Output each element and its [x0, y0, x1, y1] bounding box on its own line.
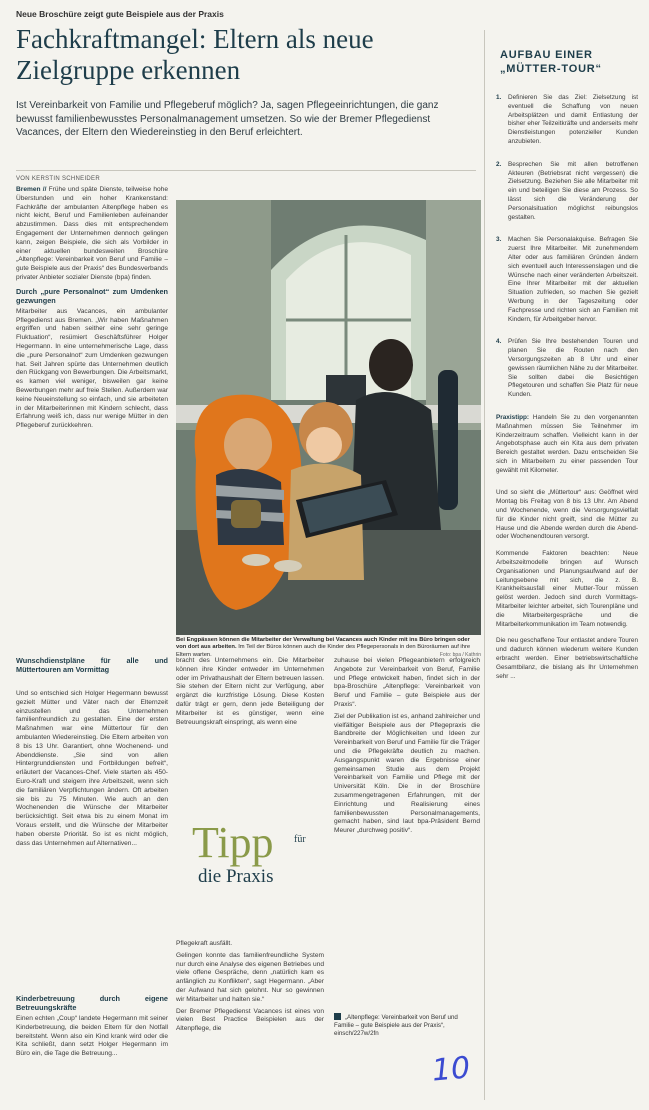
- reference-text: „Altenpflege: Vereinbarkeit von Beruf und Familie – gute Beispiele aus der Praxis“, einsch/227w/2fn: [334, 1014, 458, 1037]
- praxistipp-lead: Praxistipp:: [496, 413, 530, 421]
- photo-caption: [176, 637, 481, 659]
- list-text: Prüfen Sie Ihre bestehenden Touren und planen Sie die Routen nach den Versorgungszeiten ab 8 Uhr und einer gewissen räumlichen Nähe zu der Mitarbeiter. Sie sollten dabei die Besichtigen Pflegetouren und schaffen Sie Platz für neue Kunden.: [508, 338, 638, 399]
- handwritten-page-number: 10: [430, 1050, 472, 1089]
- teaser-divider: [16, 170, 476, 171]
- list-text: Definieren Sie das Ziel: Zielsetzung ist eventuell die Schaffung von neuen Arbeitsplätzen und damit Entlastung der bisher eher Teilzeitkräfte und anderseits mehr Dienstleistungen potenzieller Kunden anzubieten.: [508, 94, 638, 145]
- sidebar-divider: [484, 30, 485, 1100]
- article-column-3: [334, 657, 480, 1007]
- sidebar-praxistipp: [496, 414, 638, 476]
- article-column-1: [16, 186, 168, 651]
- article-photo: [176, 200, 481, 635]
- sidebar-list: [496, 94, 638, 681]
- column-3-paragraph-1: zuhause bei vielen Pflegeanbietern erfolgreich Angebote zur Vereinbarkeit von Beruf, Familie und Pflege entwickelt haben, findet sich in der bpa-Broschüre „Altenpflege: Vereinbarkeit von Beruf und Familie – gute Beispiele aus der Praxis“.: [334, 657, 480, 708]
- dateline: Bremen //: [16, 186, 47, 193]
- column-1-paragraph-2: Mitarbeiter aus Vacances, ein ambulanter Pflegedienst aus Bremen. „Wir haben Maßnahmen ergriffen und haben seither eine sehr geringe Fluktuation“, resümiert Geschäftsführer Holger Hegermann. In eine unternehmerische Lage, dass die „pure Personalnot“ zum Umdenken gezwungen hat. Seit Jahren spürte das Unternehmen deutlich den Rückgang von Bewerbungen. Die Arbeitsmarkt, es kamen viel weniger, bisweilen gar keine Bewerbungen mehr auf freie Stellen. Außerdem war keine Neueinstellung so einfach, und sie arbeiteten in der Mitarbeiterinnen mit Kindern schlecht, dass Erfahrung weiß ich, dass nur wenige Mütter in den Pflegeberuf zurückkehren.: [16, 307, 168, 430]
- column-2-paragraph-2: Pflegekraft ausfällt.: [176, 940, 233, 947]
- column-1-paragraph-1: Frühe und späte Dienste, teilweise hohe Überstunden und ein hoher Krankenstand: Fachkräfte der ambulanten Altenpflege haben es nicht leicht, Beruf und Familienleben aufeinander abzustimmen. Dass dies mit entsprechendem Engagement der Unternehmen dennoch gelingen kann, zeigen Beispiele, die sich als Vorbilder in einer aktuellen bundesweiten Broschüre „Altenpflege: Vereinbarkeit von Beruf und Familie – gute Beispiele aus der Praxis“ des Bundesverbands privater Anbieter sozialer Dienste (bpa) finden.: [16, 186, 168, 281]
- column-1-paragraph-3: Und so entschied sich Holger Hegermann bewusst gezielt Mütter und Väter nach der Elternzeit einzustellen und das Unternehmen familienfreundlich zu gestalten. Eine der ersten Maßnahmen war eine Müttertour für den ambulanten Wiedereinstieg. Die Eltern arbeiten von 8 bis 13 Uhr. Garantiert, ohne Wochenend- und Abenddienste. „Sie sind von allen Hintergrunddiensten und Fortbildungen befreit“, erläutert der Vacances-Chef. Viele starten als 450-Euro-Kraft und steigern ihre Arbeitszeit, wenn sich die familiären Verpflichtungen ändern. Oft arbeiten sie bis zu 75 Minuten. Wie auch an den Wochenenden die Wünsche der Mitarbeiter berücksichtigt. Seit etwa bis zu einem Monat im Voraus erstellt, und die Wünsche der Mitarbeiter haben oberste Priorität. So ist es nicht möglich, dass das Unternehmen auf Alternativen...: [16, 690, 168, 847]
- tipp-die-praxis: die Praxis: [198, 866, 274, 887]
- column-3-paragraph-2: Ziel der Publikation ist es, anhand zahlreicher und vielfältiger Beispiele aus der Pflegepraxis die Bandbreite der Möglichkeiten und Ideen zur Vereinbarkeit von Beruf und Familie für die Träger und die Pflegekräfte deutlich zu machen. Ausgangspunkt waren die Ergebnisse einer gemeinsamen Studie aus dem Projekt Vereinbarkeit von Familie und Pflege mit der Universität Köln. Die in der Broschüre zusammengetragenen Erfahrungen, mit der Einrichtung und Realisierung eines familienbewussten Personalmanagements, gemacht haben, sind laut bpa-Präsident Bernd Meurer „durchweg positiv“.: [334, 712, 480, 835]
- list-text: Machen Sie Personalakquise. Befragen Sie zuerst Ihre Mitarbeiter. Mit zunehmendem Alter oder aus familiären Gründen ändern sich eventuell auch Interessenslagen und die Wünsche nach einer veränderten Arbeitszeit. Eine Ihrer Mitarbeiter mit der aktuellen Situation zufrieden, so machen Sie gezielt Werbung in der Tageszeitung oder Fachpresse und richten sich an Familien mit Kindern, für Arbeitgeber hervor.: [508, 236, 638, 323]
- column-2-paragraph-1: bracht des Unternehmens ein. Die Mitarbeiter können ihre Kinder entweder im Unternehmen oder im Privathaushalt der Eltern betreuen lassen. Sie stehen der Eltern nicht zur Verfügung, aber ergänzt die kurzfristige Lösung. Diese Kosten dafür trägt er gern, denn jede Beteiligung der Mitarbeiter ist es günstiger, wenn eine Betreuungskraft einspringt, als wenn eine: [176, 657, 324, 726]
- photo-illustration: [176, 200, 481, 635]
- list-number: 3.: [496, 236, 502, 244]
- list-text: Besprechen Sie mit allen betroffenen Akteuren (Betriebsrat nicht vergessen) die Zielsetzung. Beziehen Sie alle Mitarbeiter mit ein und beteiligen Sie diese am Prozess. So lässt sich die Veränderung der Personalsituation möglichst reibungslos gestalten.: [508, 160, 638, 221]
- sidebar-list-item: [496, 94, 638, 147]
- column-1-paragraph-4: Einen echten „Coup“ landete Hegermann mit seiner Kinderbetreuung, die beiden Eltern für den Notfall bereitsteht. Wenn also ein Kind krank wird oder die Kita schließt, dann setzt Holger Hegermann im Büro ein, die Tage die Betreuung...: [16, 1015, 168, 1058]
- sidebar-list-item: [496, 338, 638, 400]
- list-number: 2.: [496, 160, 502, 168]
- sidebar-list-item: [496, 236, 638, 324]
- tipp-fuer-die-praxis-logo: [190, 820, 310, 920]
- column-2-paragraph-3: Gelingen konnte das familienfreundliche System nur durch eine Analyse des eigenen Betriebes und viele offene Gespräche, denn „natürlich kam es anfänglich zu Konflikten“, sagt Hegermann. „Aber der Aufwand hat sich gelohnt. Nur so gewinnen wir Mitarbeiter und halten sie.“: [176, 951, 324, 1003]
- subheading-personalnot: Durch „pure Personalnot“ zum Umdenken gezwungen: [16, 286, 168, 305]
- caption-text: Im Teil der Büros können auch die Kinder des Pflegepersonals in den Büroräumen auf ihre Eltern warten.: [176, 644, 471, 658]
- article-column-2-lower: [176, 940, 324, 1105]
- article-column-1-bottom: [16, 990, 168, 1102]
- reference-square-icon: [334, 1013, 341, 1020]
- sidebar-title-line-2: „MÜTTER-TOUR“: [500, 63, 602, 75]
- subheading-wunschdienstplaene: Wunschdienstpläne für alle und Müttertouren am Vormittag: [16, 656, 168, 674]
- sidebar-box: [488, 20, 638, 1100]
- sidebar-paragraph-2: Kommende Faktoren beachten: Neue Arbeitszeitmodelle bringen auf Wunsch Organisationen und Planungsaufwand auf der Leitungsebene mit sich, die z. B. Krankheitsausfall einer Mutter-Tour müssen gelöst werden. Jedoch sind durch Vormittags-Mitarbeiter leichter arbeitet, sich Tourenpläne und die Mitarbeitergespräche und die Mitarbeiterkommunikation im Team notwendig.: [496, 550, 638, 628]
- article-column-2: [176, 657, 324, 822]
- sidebar-paragraph-1: Und so sieht die „Müttertour“ aus: Geöffnet wird Montag bis Freitag von 8 bis 13 Uhr. Am Abend und Wochenende, wenn die Versorgungsvielfalt für die Kinder nicht greift, sind die Mütter zu Hause und die Abende werden durch die Abend- oder Wochenendtouren versorgt.: [496, 489, 638, 541]
- caption-bold: Bei Engpässen können die Mitarbeiter der Verwaltung bei Vacances auch Kinder mit ins Büro bringen oder von dort aus arbeiten.: [176, 637, 470, 651]
- list-number: 4.: [496, 338, 502, 346]
- sidebar-title-line-1: AUFBAU EINER: [500, 49, 593, 61]
- article-headline: Fachkraftmangel: Eltern als neue Zielgruppe erkennen: [16, 24, 374, 85]
- article-column-1-lower: [16, 690, 168, 990]
- list-number: 1.: [496, 94, 502, 101]
- brochure-reference: [334, 1013, 474, 1038]
- sidebar-title: [500, 48, 638, 76]
- subheading-kinderbetreuung: Kinderbetreuung durch eigene Betreuungskräfte: [16, 994, 168, 1012]
- sidebar-list-item: [496, 161, 638, 223]
- article-author: VON KERSTIN SCHNEIDER: [16, 176, 100, 182]
- article-kicker: Neue Broschüre zeigt gute Beispiele aus der Praxis: [16, 9, 224, 19]
- tipp-fuer: für: [294, 834, 306, 845]
- column-2-paragraph-4: Der Bremer Pflegedienst Vacances ist eines von vielen Best Practice Beispielen aus der Altenpflege, die: [176, 1007, 324, 1033]
- article-teaser: Ist Vereinbarkeit von Familie und Pflegeberuf möglich? Ja, sagen Pflegeeinrichtungen, die ganz bewusst familienbewusstes Personalmanagement umsetzen. So wie der Bremer Pflegedienst Vacances, der Eltern den Wiedereinstieg in den Beruf erleichtert.: [16, 100, 439, 139]
- photo-credit: Foto: bpa / Kathrin: [439, 651, 481, 658]
- sidebar-paragraph-3: Die neu geschaffene Tour entlastet andere Touren und dadurch können wiederum weitere Kunden erbracht werden. Einer betriebswirtschaftliche Gesamtbilanz, die bislang als Ihr Unternehmen sehr ...: [496, 637, 638, 680]
- tipp-word: Tipp: [192, 818, 274, 867]
- praxistipp-text: Handeln Sie zu den vorgenannten Maßnahmen müssen Sie Teilnehmer im Kinderzeitraum schaffen. Vielleicht kann in der Angebotsphase auch ein Kita aus dem privaten Bereich gestaltet werden. Dazu entscheiden Sie sich in Mitarbeitern zu einer passenden Tour gewählt mit Kilometer.: [496, 413, 638, 474]
